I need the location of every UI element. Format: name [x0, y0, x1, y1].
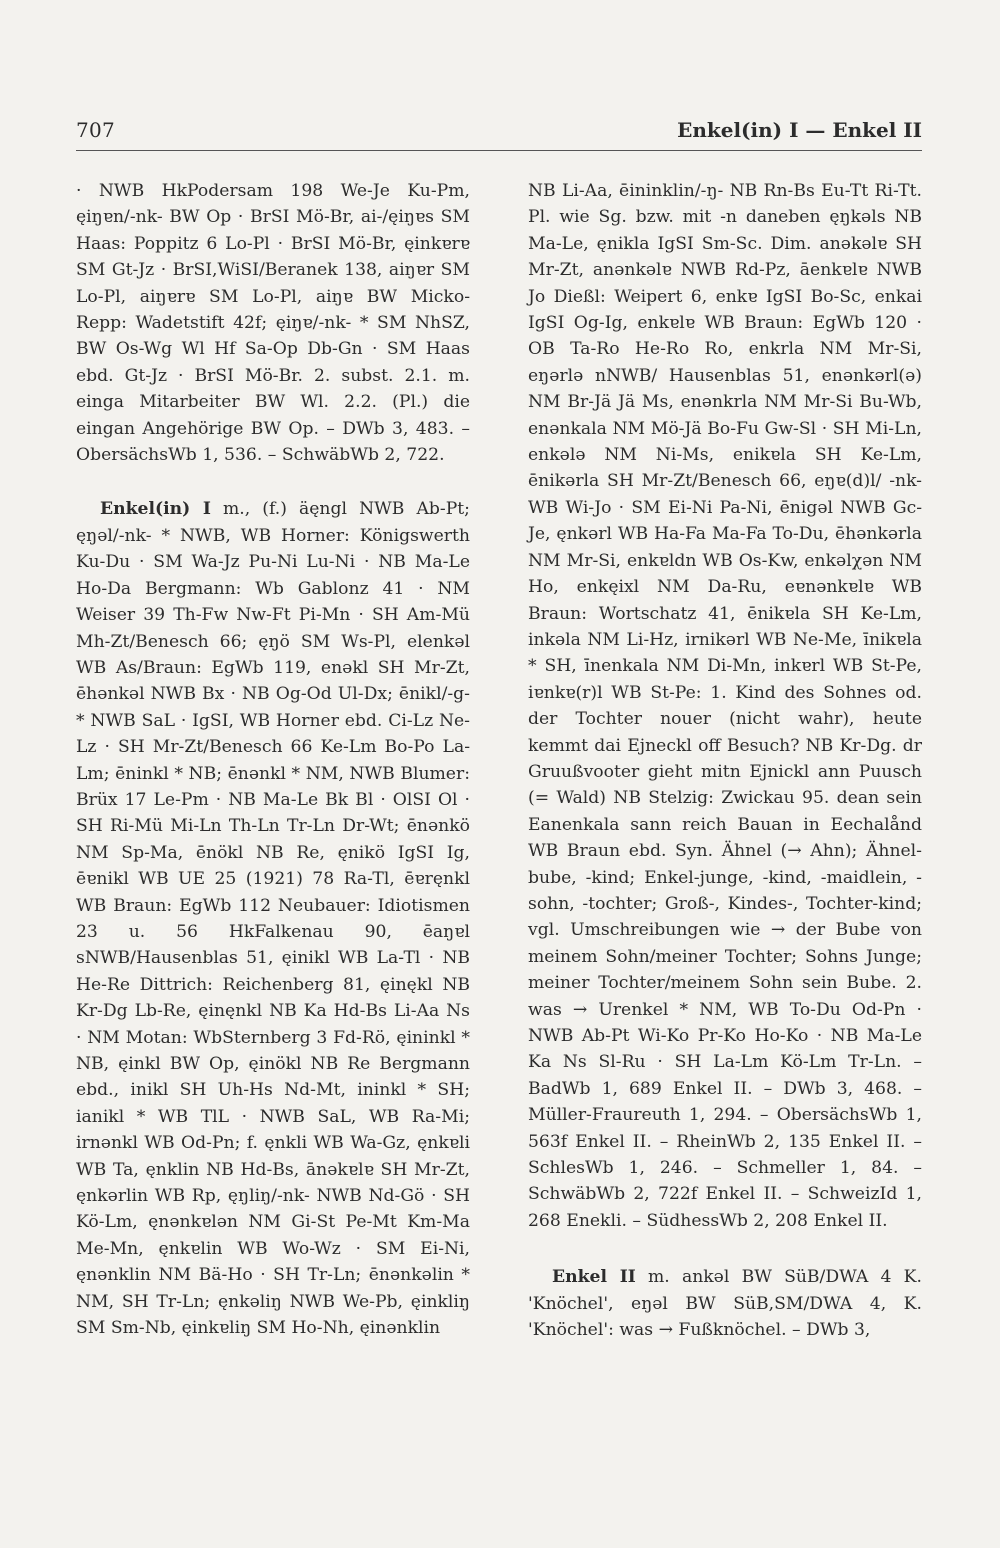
entry-body-enkel-ii: m. ankəl BW SüB/DWA 4 K. 'Knöchel', eŋəl BW SüB,SM/DWA 4, K. 'Knöchel': was → Fußknöchel. – DWb 3,	[528, 1267, 922, 1341]
lemma-enkel-in-i: Enkel(in) I	[100, 499, 211, 520]
entry-body-enkel-in-i: m., (f.) äęngl NWB Ab-Pt; ęŋəl/-nk- * NWB, WB Horner: Königswerth Ku-Du · SM Wa-Jz Pu-Ni Lu-Ni · NB Ma-Le Ho-Da Bergmann: Wb Gablonz 41 · NM Weiser 39 Th-Fw Nw-Ft Pi-Mn · SH Am-Mü Mh-Zt/Benesch 66; ęŋö SM Ws-Pl, elenkəl WB As/Braun: EgWb 119, enəkl SH Mr-Zt, ēhənkəl NWB Bx · NB Og-Od Ul-Dx; ēnikl/-g- * NWB SaL · IgSI, WB Horner ebd. Ci-Lz Ne-Lz · SH Mr-Zt/Benesch 66 Ke-Lm Bo-Po La-Lm; ēninkl * NB; ēnənkl * NM, NWB Blumer: Brüx 17 Le-Pm · NB Ma-Le Bk Bl · OlSI Ol · SH Ri-Mü Mi-Ln Th-Ln Tr-Ln Dr-Wt; ēnənkö NM Sp-Ma, ēnökl NB Re, ęnikö IgSI Ig, ēɐnikl WB UE 25 (1921) 78 Ra-Tl, ēɐręnkl WB Braun: EgWb 112 Neubauer: Idiotismen 23 u. 56 HkFalkenau 90, ēaŋɐl sNWB/Hausenblas 51, ęinikl WB La-Tl · NB He-Re Dittrich: Reichenberg 81, ęinękl NB Kr-Dg Lb-Re, ęinęnkl NB Ka Hd-Bs Li-Aa Ns · NM Motan: WbSternberg 3 Fd-Rö, ęininkl * NB, ęinkl BW Op, ęinökl NB Re Bergmann ebd., inikl SH Uh-Hs Nd-Mt, ininkl * SH; ianikl * WB TlL · NWB SaL, WB Ra-Mi; irnənkl WB Od-Pn; f. ęnkli WB Wa-Gz, ęnkɐli WB Ta, ęnklin NB Hd-Bs, ānəkɐlɐ SH Mr-Zt, ęnkərlin WB Rp, ęŋliŋ/-nk- NWB Nd-Gö · SH Kö-Lm, ęnənkɐlən NM Gi-St Pe-Mt Km-Ma Me-Mn, ęnkɐlin WB Wo-Wz · SM Ei-Ni, ęnənklin NM Bä-Ho · SH Tr-Ln; ēnənkəlin * NM, SH Tr-Ln; ęnkəliŋ NWB We-Pb, ęinkliŋ SM Sm-Nb, ęinkɐliŋ SM Ho-Nh, ęinənklin	[76, 499, 470, 1339]
entry-enkel-in-i	[76, 496, 470, 1341]
right-column	[528, 178, 922, 1343]
page-number: 707	[76, 118, 116, 142]
entry-gap	[528, 1234, 922, 1264]
continued-entry-text: NB Li-Aa, ēininklin/-ŋ- NB Rn-Bs Eu-Tt Ri-Tt. Pl. wie Sg. bzw. mit -n daneben ęŋkəls NB Ma-Le, ęnikla IgSI Sm-Sc. Dim. anəkəlɐ SH Mr-Zt, anənkəlɐ NWB Rd-Pz, āenkɐlɐ NWB Jo Dießl: Weipert 6, enkɐ IgSI Bo-Sc, enkai IgSI Og-Ig, enkɐlɐ WB Braun: EgWb 120 · OB Ta-Ro He-Ro Ro, enkrla NM Mr-Si, eŋərlə nNWB/ Hausenblas 51, enənkərl(ə) NM Br-Jä Jä Ms, enənkrla NM Mr-Si Bu-Wb, enənkala NM Mö-Jä Bo-Fu Gw-Sl · SH Mi-Ln, enkələ NM Ni-Ms, enikɐla SH Ke-Lm, ēnikərla SH Mr-Zt/Benesch 66, eŋɐ(d)l/ -nk- WB Wi-Jo · SM Ei-Ni Pa-Ni, ēnigəl NWB Gc-Je, ęnkərl WB Ha-Fa Ma-Fa To-Du, ēhənkərla NM Mr-Si, enkɐldn WB Os-Kw, enkəlχən NM Ho, enkęixl NM Da-Ru, eɐnənkɐlɐ WB Braun: Wortschatz 41, ēnikɐla SH Ke-Lm, inkəla NM Li-Hz, irnikərl WB Ne-Me, īnikɐla * SH, īnenkala NM Di-Mn, inkɐrl WB St-Pe, iɐnkɐ(r)l WB St-Pe: 1. Kind des Sohnes od. der Tochter nouer (nicht wahr), heute kemmt dai Ejneckl off Besuch? NB Kr-Dg. dr Gruußvooter gieht mitn Ejnickl ann Puusch (= Wald) NB Stelzig: Zwickau 95. dean sein Eanenkala sann reich Bauan in Eechalånd WB Braun ebd. Syn. Ähnel (→ Ahn); Ähnel-bube, -kind; Enkel-junge, -kind, -maidlein, -sohn, -tochter; Groß-, Kindes-, Tochter-kind; vgl. Umschreibungen wie → der Bube von meinem Sohn/meiner Tochter; Sohns Junge; meiner Tochter/meinem Sohn sein Bube. 2. was → Urenkel * NM, WB To-Du Od-Pn · NWB Ab-Pt Wi-Ko Pr-Ko Ho-Ko · NB Ma-Le Ka Ns Sl-Ru · SH La-Lm Kö-Lm Tr-Ln. – BadWb 1, 689 Enkel II. – DWb 3, 468. – Müller-Fraureuth 1, 294. – ObersächsWb 1, 563f Enkel II. – RheinWb 2, 135 Enkel II. – SchlesWb 1, 246. – Schmeller 1, 84. – SchwäbWb 2, 722f Enkel II. – SchweizId 1, 268 Enekli. – SüdhessWb 2, 208 Enkel II.	[528, 181, 922, 1231]
lemma-enkel-ii: Enkel II	[552, 1267, 636, 1288]
continued-entry-text: · NWB HkPodersam 198 We-Je Ku-Pm, ęiŋɐn/-nk- BW Op · BrSI Mö-Br, ai-/ęiŋɐs SM Haas: Poppitz 6 Lo-Pl · BrSI Mö-Br, ęinkɐrɐ SM Gt-Jz · BrSI,WiSI/Beranek 138, aiŋɐr SM Lo-Pl, aiŋɐrɐ SM Lo-Pl, aiŋɐ BW Micko-Repp: Wadetstift 42f; ęiŋɐ/-nk- * SM NhSZ, BW Os-Wg Wl Hf Sa-Op Db-Gn · SM Haas ebd. Gt-Jz · BrSI Mö-Br. 2. subst. 2.1. m. einga Mitarbeiter BW Wl. 2.2. (Pl.) die eingan Angehörige BW Op. – DWb 3, 483. – ObersächsWb 1, 536. – SchwäbWb 2, 722.	[76, 181, 470, 466]
header-rule	[76, 150, 922, 151]
running-head: Enkel(in) I — Enkel II	[677, 118, 922, 142]
entry-gap	[76, 468, 470, 496]
left-column	[76, 178, 470, 1341]
entry-enkel-ii	[528, 1264, 922, 1343]
